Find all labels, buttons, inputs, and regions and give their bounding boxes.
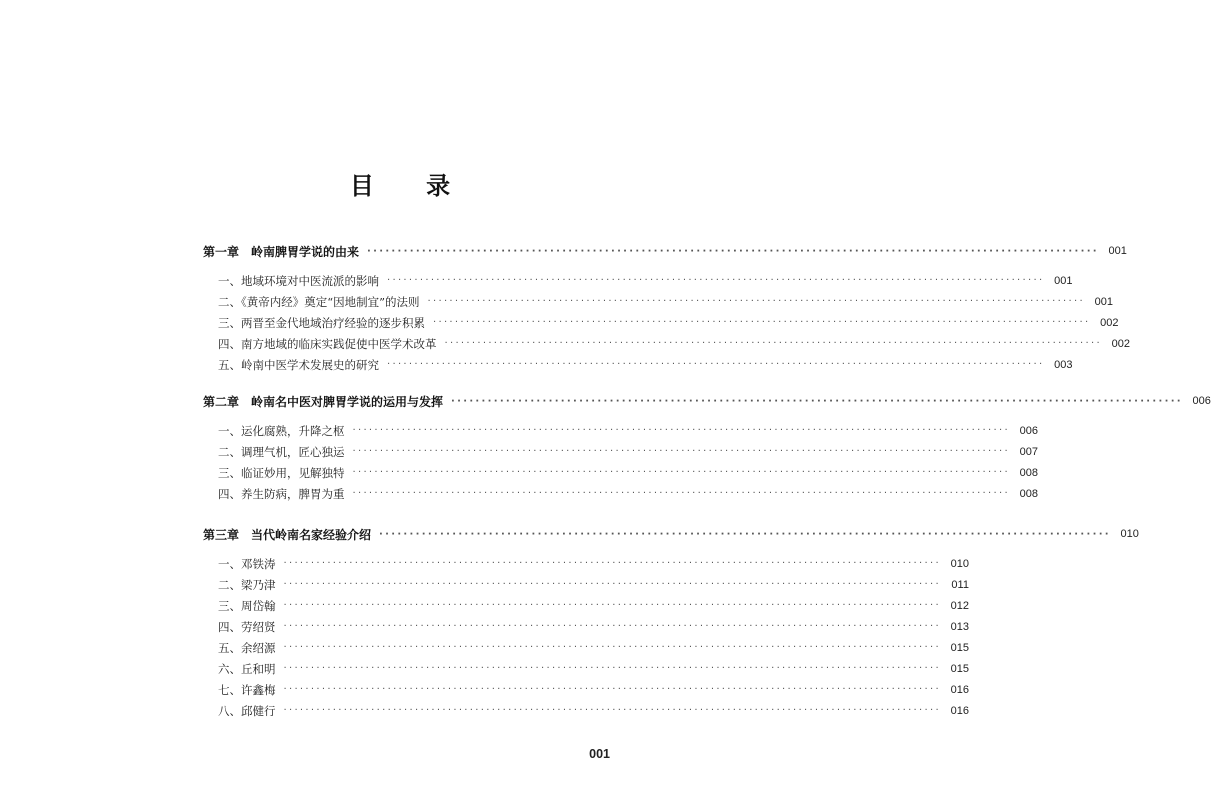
dot-leader: ························································································································ — [387, 275, 1045, 286]
toc-section[interactable] — [203, 679, 969, 700]
toc-chapter-2[interactable] — [203, 388, 1211, 414]
page-number: 006 — [1019, 424, 1038, 437]
toc-section[interactable] — [203, 616, 969, 637]
page-number: 013 — [950, 620, 969, 633]
toc-section[interactable] — [203, 333, 1130, 354]
toc-section[interactable] — [203, 658, 969, 679]
page-number: 001 — [1094, 295, 1113, 308]
page-number: 002 — [1100, 316, 1119, 329]
dot-leader: ························································································································ — [283, 558, 941, 569]
page-number: 016 — [950, 704, 969, 717]
dot-leader: ························································································································ — [283, 642, 941, 653]
section-title: 四、南方地域的临床实践促使中医学术改革 — [218, 336, 437, 351]
chapter-title: 当代岭南名家经验介绍 — [251, 527, 372, 542]
page-number: 002 — [1111, 337, 1130, 350]
dot-leader: ························································································································ — [379, 528, 1111, 540]
dot-leader: ························································································································ — [367, 245, 1099, 257]
page-number: 008 — [1019, 466, 1038, 479]
toc-section[interactable] — [203, 553, 969, 574]
section-title: 一、邓铁涛 — [218, 556, 276, 571]
toc-section[interactable] — [203, 354, 1073, 375]
section-title: 三、临证妙用，见解独特 — [218, 465, 345, 480]
page-number: 001 — [1054, 274, 1073, 287]
page-folio-number: 001 — [589, 747, 610, 761]
page-number: 003 — [1054, 358, 1073, 371]
toc-section[interactable] — [203, 574, 969, 595]
toc-section[interactable] — [203, 483, 1038, 504]
page-number: 001 — [1108, 245, 1127, 257]
section-title: 八、邱健行 — [218, 703, 276, 718]
section-title: 二、调理气机，匠心独运 — [218, 444, 345, 459]
toc-section[interactable] — [203, 270, 1073, 291]
dot-leader: ························································································································ — [433, 317, 1091, 328]
page-number: 012 — [950, 599, 969, 612]
toc-section[interactable] — [203, 291, 1113, 312]
section-title: 五、余绍源 — [218, 640, 276, 655]
section-title: 一、运化腐熟，升降之枢 — [218, 423, 345, 438]
chapter-label: 第三章 — [203, 527, 240, 542]
toc-section[interactable] — [203, 312, 1119, 333]
page-number: 015 — [950, 662, 969, 675]
toc-section[interactable] — [203, 462, 1038, 483]
section-title: 四、养生防病，脾胃为重 — [218, 486, 345, 501]
dot-leader: ························································································································ — [352, 467, 1010, 478]
page-number: 011 — [951, 578, 969, 591]
dot-leader: ························································································································ — [283, 684, 941, 695]
dot-leader: ························································································································ — [283, 621, 941, 632]
dot-leader: ························································································································ — [283, 663, 941, 674]
dot-leader: ························································································································ — [283, 705, 941, 716]
page-number: 007 — [1019, 445, 1038, 458]
section-title: 三、两晋至金代地域治疗经验的逐步积累 — [218, 315, 425, 330]
chapter-title: 岭南脾胃学说的由来 — [251, 244, 360, 259]
page-number: 016 — [950, 683, 969, 696]
section-title: 一、地域环境对中医流派的影响 — [218, 273, 379, 288]
page-title: 目 录 — [349, 172, 473, 200]
dot-leader: ························································································································ — [352, 425, 1010, 436]
dot-leader: ························································································································ — [451, 395, 1183, 407]
dot-leader: ························································································································ — [352, 488, 1010, 499]
toc-chapter-1[interactable] — [203, 238, 1127, 264]
dot-leader: ························································································································ — [427, 296, 1085, 307]
chapter-title: 岭南名中医对脾胃学说的运用与发挥 — [251, 394, 444, 409]
dot-leader: ························································································································ — [283, 579, 941, 590]
dot-leader: ························································································································ — [352, 446, 1010, 457]
section-title: 六、丘和明 — [218, 661, 276, 676]
toc-section[interactable] — [203, 595, 969, 616]
toc-section[interactable] — [203, 700, 969, 721]
section-title: 五、岭南中医学术发展史的研究 — [218, 357, 379, 372]
table-of-contents — [203, 238, 1211, 721]
section-title: 二、梁乃津 — [218, 577, 276, 592]
section-title: 三、周岱翰 — [218, 598, 276, 613]
toc-section[interactable] — [203, 637, 969, 658]
page-number: 008 — [1019, 487, 1038, 500]
section-title: 四、劳绍贤 — [218, 619, 276, 634]
page-number: 010 — [950, 557, 969, 570]
dot-leader: ························································································································ — [387, 359, 1045, 370]
dot-leader: ························································································································ — [283, 600, 941, 611]
page-number: 010 — [1120, 528, 1139, 540]
dot-leader: ························································································································ — [444, 338, 1102, 349]
page-number: 015 — [950, 641, 969, 654]
chapter-label: 第一章 — [203, 244, 240, 259]
toc-section[interactable] — [203, 420, 1038, 441]
chapter-label: 第二章 — [203, 394, 240, 409]
section-title: 二、《黄帝内经》奠定“因地制宜”的法则 — [218, 294, 420, 309]
toc-section[interactable] — [203, 441, 1038, 462]
page-number: 006 — [1192, 395, 1211, 407]
section-title: 七、许鑫梅 — [218, 682, 276, 697]
toc-chapter-3[interactable] — [203, 521, 1139, 547]
